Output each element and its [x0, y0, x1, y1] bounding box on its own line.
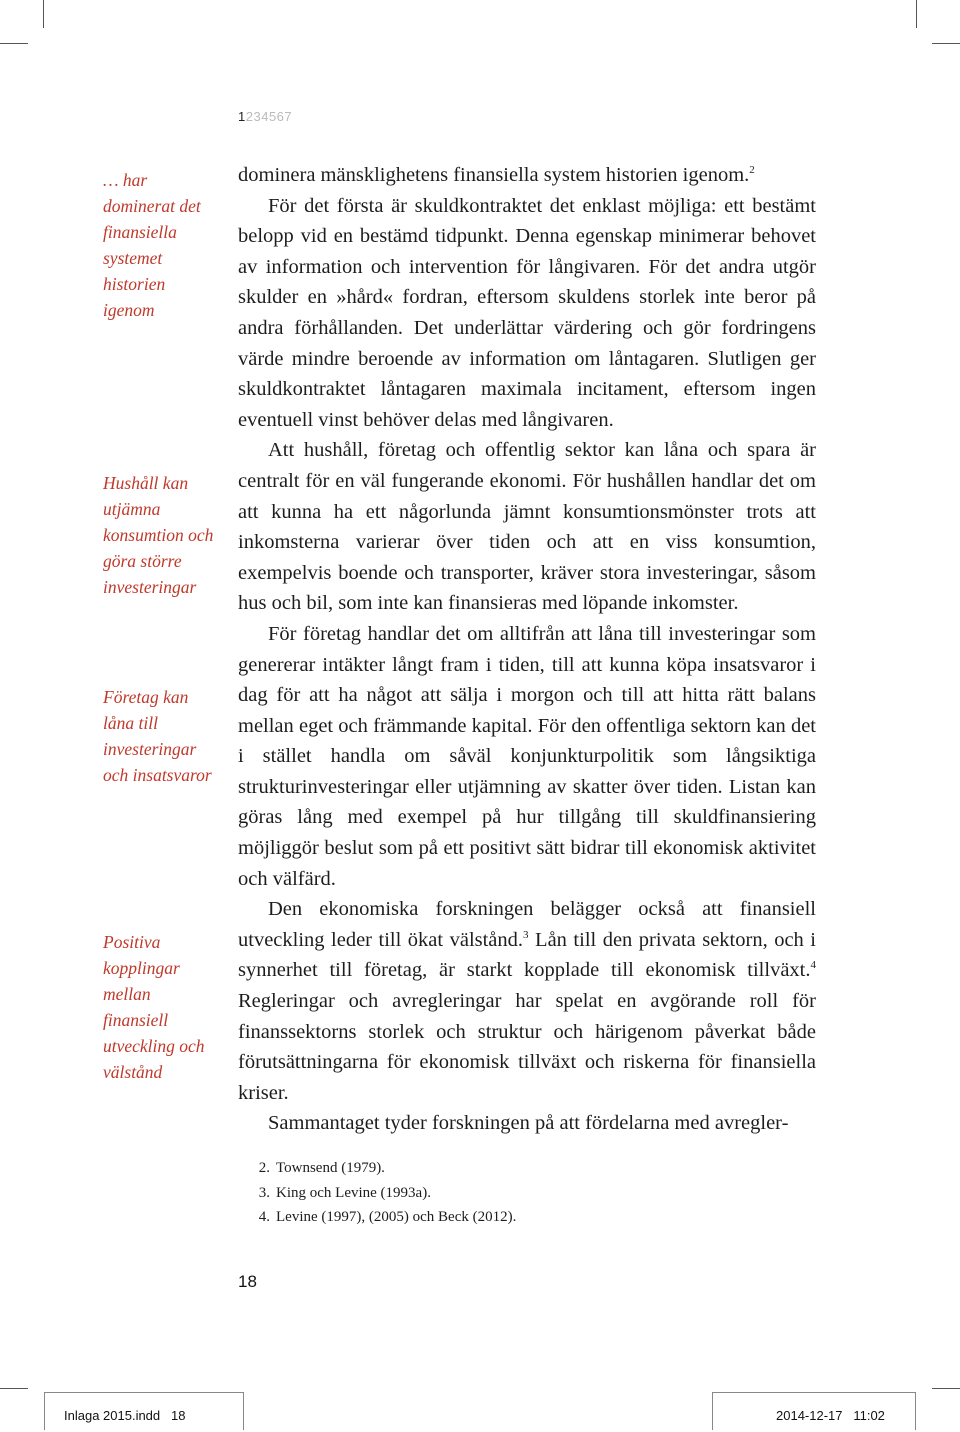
chapter-nav-item: 6	[276, 109, 285, 124]
footnote-text: Townsend (1979).	[276, 1160, 385, 1176]
paragraph: Sammantaget tyder forskningen på att fördelarna med avregler-	[268, 1112, 789, 1135]
slug-timestamp: 2014-12-17 11:02	[776, 1408, 885, 1423]
footnote-text: King och Levine (1993a).	[276, 1184, 431, 1201]
footnotes	[238, 1156, 516, 1230]
body-text	[238, 160, 816, 1139]
footnote-ref: 4	[810, 959, 816, 972]
crop-mark	[916, 0, 917, 28]
footnote-number: 3.	[258, 1184, 270, 1201]
margin-note: … har dominerat det finansiella systemet historien igenom	[103, 170, 201, 320]
paragraph: För det första är skuldkontraktet det enklast möjliga: ett bestämt belopp vid en bestämd tidpunkt. Denna egenskap minimerar behovet av information och intervention för långivaren. För det andra utgör skulder en »hård« fordran, eftersom skuldens storlek inte beror på andra förhållanden. Det underlättar värdering och gör fordringens värde mindre beroende av information om låntagaren. Slutligen ger skuldkontraktet låntagaren maximala incitament, eftersom ingen eventuell vinst behöver delas med långivaren.	[238, 194, 816, 431]
footnote	[238, 1205, 516, 1230]
chapter-nav-item: 4	[261, 109, 269, 124]
crop-mark	[932, 43, 960, 44]
chapter-nav-item: 2	[245, 109, 254, 124]
margin-note: Hushåll kan utjämna konsumtion och göra större investeringar	[103, 473, 214, 597]
footnote-text: Levine (1997), (2005) och Beck (2012).	[276, 1209, 517, 1225]
footnote	[238, 1156, 516, 1181]
crop-mark	[932, 1388, 960, 1389]
paragraph: Att hushåll, företag och offentlig sektor kan låna och spara är centralt för en väl fungerande ekonomi. För hushållen handlar det om att kunna ha ett någorlunda jämnt konsumtionsmönster trots att inkomsterna varierar över tiden och att en viss konsumtion, exempelvis boende och transporter, kräver stora investeringar, såsom hus och bil, som inte kan finansieras med löpande inkomster.	[238, 439, 816, 615]
chapter-nav-item: 3	[253, 109, 262, 124]
margin-note: Positiva kopplingar mellan finansiell utveckling och välstånd	[103, 932, 205, 1082]
chapter-navigation	[238, 109, 292, 124]
paragraph: Den ekonomiska forskningen belägger också att finansiell utveckling leder till ökat välstånd.$^3$ Lån till den privata sektorn, och i synnerhet till företag, är starkt kopplade till ekonomisk tillväxt.$^4$ Regleringar och avregleringar har spelat en avgörande roll för finanssektorns storlek och struktur och härigenom påverkat både förutsättningarna för ekonomisk tillväxt och riskerna för finansiella kriser.	[238, 898, 817, 1104]
crop-mark	[0, 43, 28, 44]
page-number: 18	[238, 1272, 257, 1291]
footnote-ref: 3	[523, 928, 529, 941]
footnote-number: 2.	[258, 1160, 270, 1176]
chapter-nav-item: 1	[238, 109, 246, 124]
crop-mark	[43, 0, 44, 28]
slug-filename: Inlaga 2015.indd 18	[64, 1408, 186, 1423]
footnote-ref: 2	[749, 164, 755, 176]
paragraph: För företag handlar det om alltifrån att låna till investeringar som genererar intäkter långt fram i tiden, till att kunna köpa insatsvaror i dag för att ha något att sälja i morgon och till att hitta rätt balans mellan eget och främmande kapital. För den offentliga sektorn kan det i stället handla om såväl konjunkturpolitik som långsiktiga strukturinvesteringar eller utjämning av skatter över tiden. Listan kan göras lång med exempel på hur tillgång till skuldfinansiering möjliggör beslut som på ett positivt sätt bidrar till ekonomisk aktivitet och välfärd.	[238, 622, 816, 890]
chapter-nav-item: 7	[284, 109, 293, 124]
paragraph: dominera mänsklighetens finansiella system historien igenom.$^2$	[238, 164, 755, 186]
footnote	[238, 1181, 516, 1206]
crop-mark	[0, 1388, 28, 1389]
margin-note: Företag kan låna till investeringar och insatsvaror	[103, 687, 212, 785]
chapter-nav-item: 5	[268, 109, 277, 124]
footnote-number: 4.	[258, 1209, 270, 1225]
